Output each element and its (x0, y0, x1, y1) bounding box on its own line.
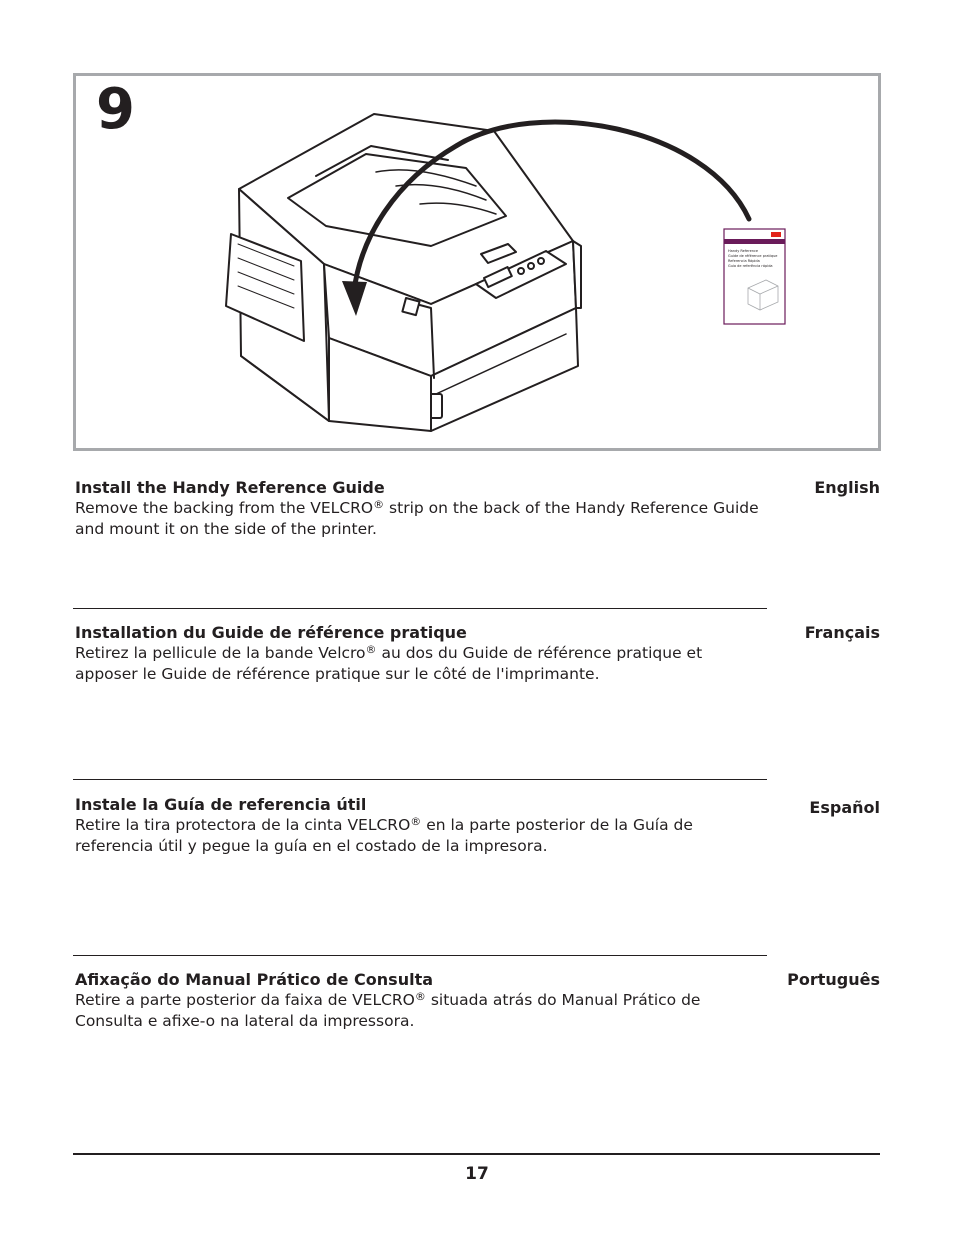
guide-band (724, 239, 785, 244)
section-title: Install the Handy Reference Guide (75, 478, 385, 497)
guide-line-1: Handy Reference (728, 249, 759, 253)
language-label: Español (809, 798, 880, 817)
guide-line-3: Referencia Rápida (728, 259, 760, 263)
divider (73, 779, 767, 780)
section-body: Retire la tira protectora de la cinta VELCRO® en la parte posterior de la Guía de referencia útil y pegue la guía en el costado de la impresora. (75, 815, 693, 855)
footer-rule (73, 1153, 880, 1155)
section-english (75, 478, 880, 548)
language-label: Français (804, 623, 880, 642)
guide-line-4: Guia de referência rápida (728, 264, 773, 268)
guide-logo (771, 232, 781, 237)
guide-line-2: Guide de référence pratique (728, 254, 778, 258)
section-body: Retirez la pellicule de la bande Velcro® au dos du Guide de référence pratique et apposer le Guide de référence pratique sur le côté de l'imprimante. (75, 643, 703, 683)
divider (73, 955, 767, 956)
page-number: 17 (465, 1164, 489, 1184)
language-label: English (814, 478, 880, 497)
section-title: Instale la Guía de referencia útil (75, 795, 367, 814)
section-title: Installation du Guide de référence pratique (75, 623, 467, 642)
handy-reference-guide (724, 229, 785, 324)
divider (73, 608, 767, 609)
figure-box (73, 73, 881, 451)
step-number: 9 (96, 77, 135, 142)
language-label: Português (787, 970, 880, 989)
section-espanol (75, 795, 880, 865)
section-francais (75, 623, 880, 693)
section-body: Retire a parte posterior da faixa de VELCRO® situada atrás do Manual Prático de Consulta e afixe-o na lateral da impressora. (75, 990, 701, 1030)
section-title: Afixação do Manual Prático de Consulta (75, 970, 434, 989)
section-body: Remove the backing from the VELCRO® strip on the back of the Handy Reference Guide and mount it on the side of the printer. (75, 498, 759, 538)
printer-illustration (76, 76, 878, 448)
section-portugues (75, 970, 880, 1040)
